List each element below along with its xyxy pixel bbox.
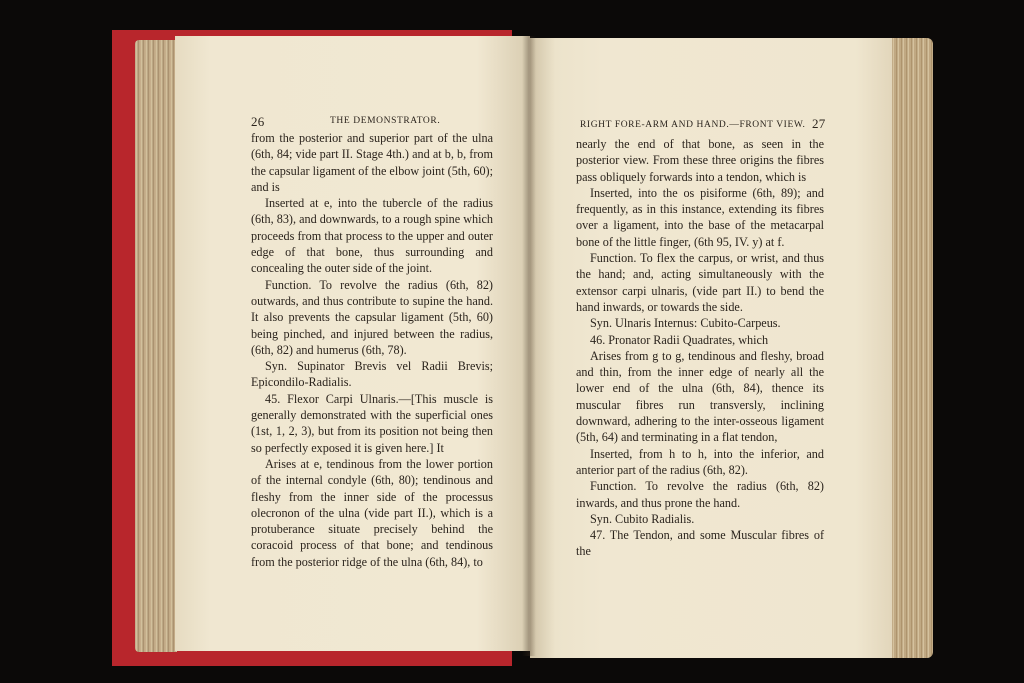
paragraph: Syn. Cubito Radialis. [590,511,695,526]
right-page-number: 27 [812,116,826,131]
left-page-text [251,130,493,570]
paragraph: 47. The Tendon, and some Muscular fibres of the [576,528,824,559]
left-page-number: 26 [251,114,265,129]
paragraph: Syn. Supinator Brevis vel Radii Brevis; Epicondilo-Radialis. [251,359,493,390]
paragraph: Syn. Ulnaris Internus: Cubito-Carpeus. [590,316,781,331]
paragraph: 45. Flexor Carpi Ulnaris.—[This muscle is generally demonstrated with the superficial ones (1st, 1, 2, 3), but from its position not being then so perfectly exposed it is given here.] It [251,391,493,455]
right-page [530,38,892,658]
paragraph: Arises from g to g, tendinous and fleshy, broad and thin, from the inner edge of nearly all the lower end of the ulna (6th, 84), thence its muscular fibres run transversly, inclining downward, adhering to the inter-osseous ligament (5th, 64) and terminating in a flat tendon, [576,348,824,445]
paragraph: Inserted, into the os pisiforme (6th, 89); and frequently, as in this instance, extending its fibres over a ligament, into the base of the metacarpal bone of the little finger, (6th 95, IV. y) at f. [576,185,824,249]
paragraph: nearly the end of that bone, as seen in the posterior view. From these three origins the fibres pass obliquely forwards into a tendon, which is [576,137,824,184]
paragraph: 46. Pronator Radii Quadrates, which [590,332,769,347]
paragraph: Function. To revolve the radius (6th, 82) inwards, and thus prone the hand. [576,479,824,510]
paragraph: Function. To flex the carpus, or wrist, and thus the hand; and, acting simultaneously with the extensor carpi ulnaris, (vide part II.) to bend the hand inwards, or towards the side. [576,251,824,314]
page-edges-right [885,38,933,658]
paragraph: Inserted, from h to h, into the inferior, and anterior part of the radius (6th, 82). [576,446,824,477]
right-running-title: RIGHT FORE-ARM AND HAND.—FRONT VIEW. [580,120,806,130]
left-running-title: THE DEMONSTRATOR. [330,116,441,126]
paragraph: from the posterior and superior part of the ulna (6th, 84; vide part II. Stage 4th.) and at b, b, from the capsular ligament of the elbow joint (5th, 60); and is [251,131,493,194]
paragraph: Function. To revolve the radius (6th, 82) outwards, and thus contribute to supine the hand. It also prevents the capsular ligament (5th, 60) being pinched, and injured between the radius, (6th, 82) and humerus (6th, 78). [251,277,493,357]
book-gutter [522,36,536,656]
paragraph: Inserted at e, into the tubercle of the radius (6th, 83), and downwards, to a rough spine which proceeds from that process to the upper and outer edge of that bone, thus surrounding and concealing the outer side of the joint. [251,196,494,276]
left-page [175,36,530,651]
page-edges-left [135,40,177,652]
right-page-text [576,136,824,560]
paragraph: Arises at e, tendinous from the lower portion of the internal condyle (6th, 80); tendinous and fleshy from the inner side of the processus olecronon of the ulna (vide part II.), which is a protuberance situate precisely behind the coracoid process of that bone; and tendinous from the posterior ridge of the ulna (6th, 84), to [251,456,493,569]
